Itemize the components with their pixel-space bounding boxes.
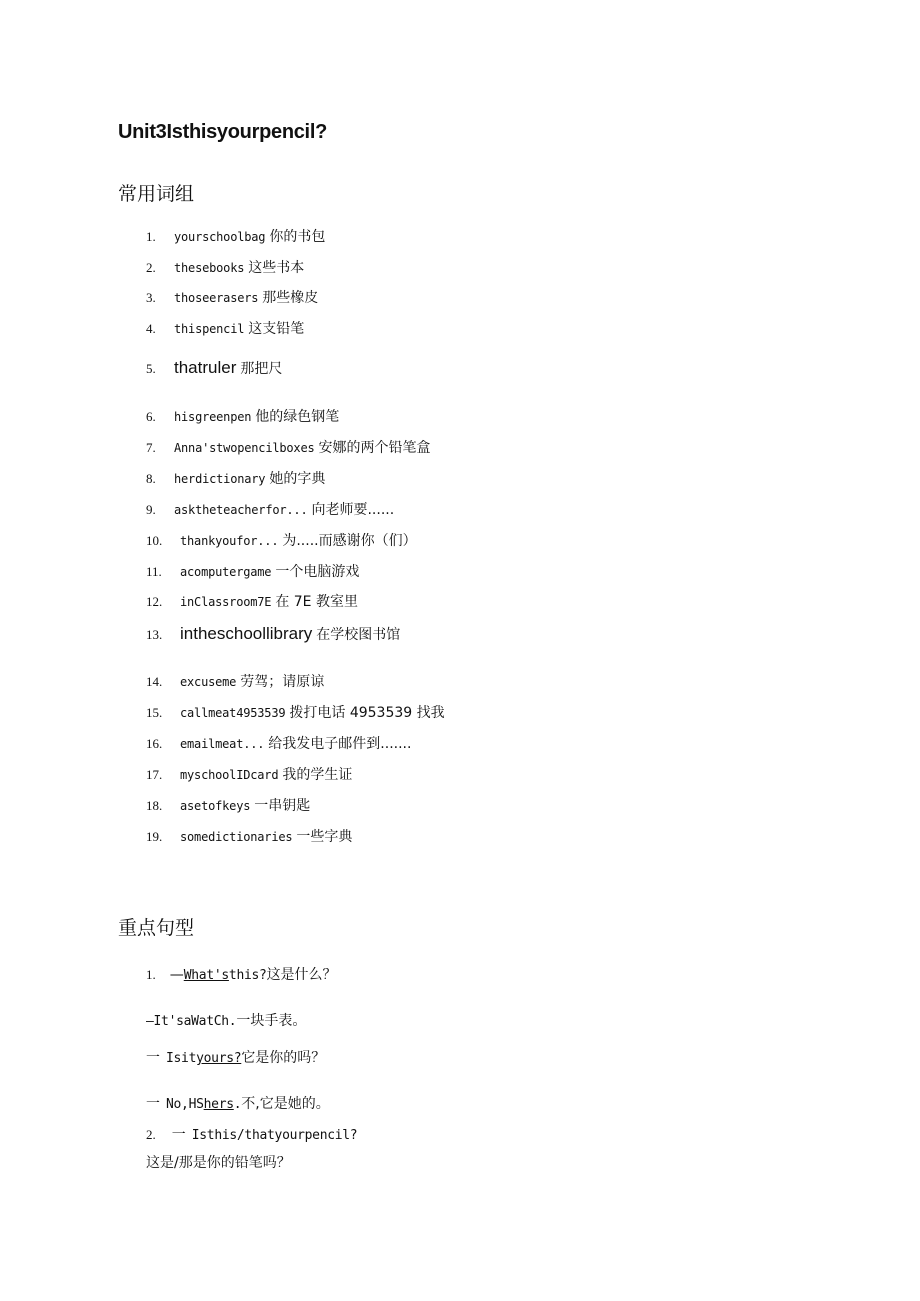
phrase-chinese: 在学校图书馆	[316, 627, 401, 643]
phrase-english: thatruler	[174, 358, 237, 377]
phrase-english: thispencil	[174, 322, 245, 336]
phrase-chinese: 你的书包	[269, 229, 326, 245]
phrase-chinese: 我的学生证	[282, 767, 353, 783]
phrase-item	[146, 437, 431, 457]
phrase-english: somedictionaries	[180, 830, 293, 844]
dash: 一	[146, 1050, 160, 1066]
sentence-zh: 这是什么？	[266, 967, 337, 983]
sentence-en: this?	[228, 968, 267, 983]
sentence-en: Isit	[166, 1051, 197, 1066]
phrase-english: Anna'stwopencilboxes	[174, 441, 315, 455]
phrase-chinese: 给我发电子邮件到.......	[268, 736, 412, 752]
phrase-number: 1.	[146, 229, 156, 244]
phrase-item	[146, 591, 358, 611]
phrase-chinese: 在 7E 教室里	[275, 594, 358, 610]
phrase-number: 15.	[146, 705, 163, 720]
phrase-chinese: 那些橡皮	[262, 290, 319, 306]
section-heading-phrases: 常用词组	[118, 183, 195, 205]
phrase-chinese: 这支铅笔	[248, 321, 305, 337]
phrase-number: 2.	[146, 260, 156, 275]
sentence-en: —It'saWatCh.	[146, 1014, 237, 1029]
sentence-4	[146, 1093, 330, 1113]
phrase-english: thesebooks	[174, 261, 245, 275]
phrase-chinese: 一些字典	[296, 829, 353, 845]
phrase-english: intheschoollibrary	[180, 624, 313, 643]
sentence-5	[146, 1124, 357, 1144]
sentence-en: Isthis/thatyourpencil?	[191, 1128, 358, 1143]
phrase-chinese: 为.....而感谢你（们）	[282, 533, 417, 549]
phrase-chinese: 她的字典	[269, 471, 326, 487]
phrase-chinese: 安娜的两个铅笔盒	[318, 440, 431, 456]
phrase-english: thoseerasers	[174, 291, 259, 305]
phrase-number: 9.	[146, 502, 156, 517]
phrase-item	[146, 226, 325, 246]
phrase-english: yourschoolbag	[174, 230, 266, 244]
phrase-chinese: 劳驾；请原谅	[240, 674, 325, 690]
phrase-item	[146, 257, 304, 277]
phrase-item	[146, 561, 359, 581]
phrase-chinese: 那把尺	[240, 361, 283, 377]
phrase-number: 17.	[146, 767, 163, 782]
phrase-english: thankyoufor...	[180, 534, 279, 548]
phrase-english: hisgreenpen	[174, 410, 252, 424]
sentence-6	[146, 1152, 291, 1172]
phrase-item	[146, 406, 339, 426]
phrase-chinese: 一个电脑游戏	[275, 564, 360, 580]
sentence-number: 1.	[146, 967, 156, 982]
phrase-english: acomputergame	[180, 565, 272, 579]
phrase-item	[146, 287, 318, 307]
phrase-english: asktheteacherfor...	[174, 503, 308, 517]
sentence-1	[146, 964, 337, 984]
phrase-number: 18.	[146, 798, 163, 813]
sentence-en-underlined: What's	[183, 968, 229, 983]
phrase-number: 8.	[146, 471, 156, 486]
section-heading-sentences: 重点句型	[118, 917, 195, 939]
phrase-item	[146, 318, 304, 338]
phrase-number: 19.	[146, 829, 163, 844]
phrase-item	[146, 468, 325, 488]
phrase-item	[146, 764, 352, 784]
phrase-number: 6.	[146, 409, 156, 424]
phrase-chinese: 一串钥匙	[254, 798, 311, 814]
sentence-number: 2.	[146, 1127, 156, 1142]
phrase-english: asetofkeys	[180, 799, 251, 813]
phrase-item	[146, 499, 394, 519]
phrase-number: 5.	[146, 361, 156, 376]
phrase-number: 3.	[146, 290, 156, 305]
phrase-number: 4.	[146, 321, 156, 336]
phrase-chinese: 他的绿色钢笔	[255, 409, 340, 425]
phrase-english: emailmeat...	[180, 737, 265, 751]
sentence-zh: 不,它是她的。	[241, 1096, 330, 1112]
phrase-item	[146, 826, 352, 846]
sentence-zh: 一块手表。	[236, 1013, 307, 1029]
phrase-item	[146, 733, 411, 753]
document-title: Unit3Isthisyourpencil?	[118, 121, 327, 143]
phrase-number: 7.	[146, 440, 156, 455]
phrase-item	[146, 702, 445, 722]
phrase-english: myschoolIDcard	[180, 768, 279, 782]
phrase-number: 11.	[146, 564, 162, 579]
phrase-english: callmeat4953539	[180, 706, 286, 720]
sentence-en-underlined: hers	[203, 1097, 234, 1112]
phrase-number: 12.	[146, 594, 163, 609]
phrase-english: herdictionary	[174, 472, 266, 486]
sentence-en-punct: .	[233, 1097, 242, 1112]
phrase-number: 10.	[146, 533, 163, 548]
phrase-item	[146, 795, 310, 815]
phrase-item	[146, 624, 400, 644]
phrase-number: 14.	[146, 674, 163, 689]
phrase-english: inClassroom7E	[180, 595, 272, 609]
sentence-en-underlined: yours?	[196, 1051, 242, 1066]
dash: 一	[146, 1096, 160, 1112]
dash: 一	[171, 1127, 186, 1143]
phrase-item	[146, 671, 324, 691]
phrase-chinese: 向老师要......	[311, 502, 395, 518]
phrase-item	[146, 530, 417, 550]
phrase-number: 13.	[146, 627, 163, 642]
dash: —	[169, 967, 184, 983]
phrase-number: 16.	[146, 736, 163, 751]
sentence-3	[146, 1047, 325, 1067]
sentence-zh: 它是你的吗？	[241, 1050, 326, 1066]
phrase-chinese: 拨打电话 4953539 找我	[289, 705, 445, 721]
sentence-zh: 这是/那是你的铅笔吗？	[146, 1155, 291, 1171]
phrase-english: excuseme	[180, 675, 237, 689]
phrase-chinese: 这些书本	[248, 260, 305, 276]
sentence-en: No,HS	[166, 1097, 204, 1112]
sentence-2	[146, 1010, 306, 1030]
phrase-item	[146, 358, 282, 378]
